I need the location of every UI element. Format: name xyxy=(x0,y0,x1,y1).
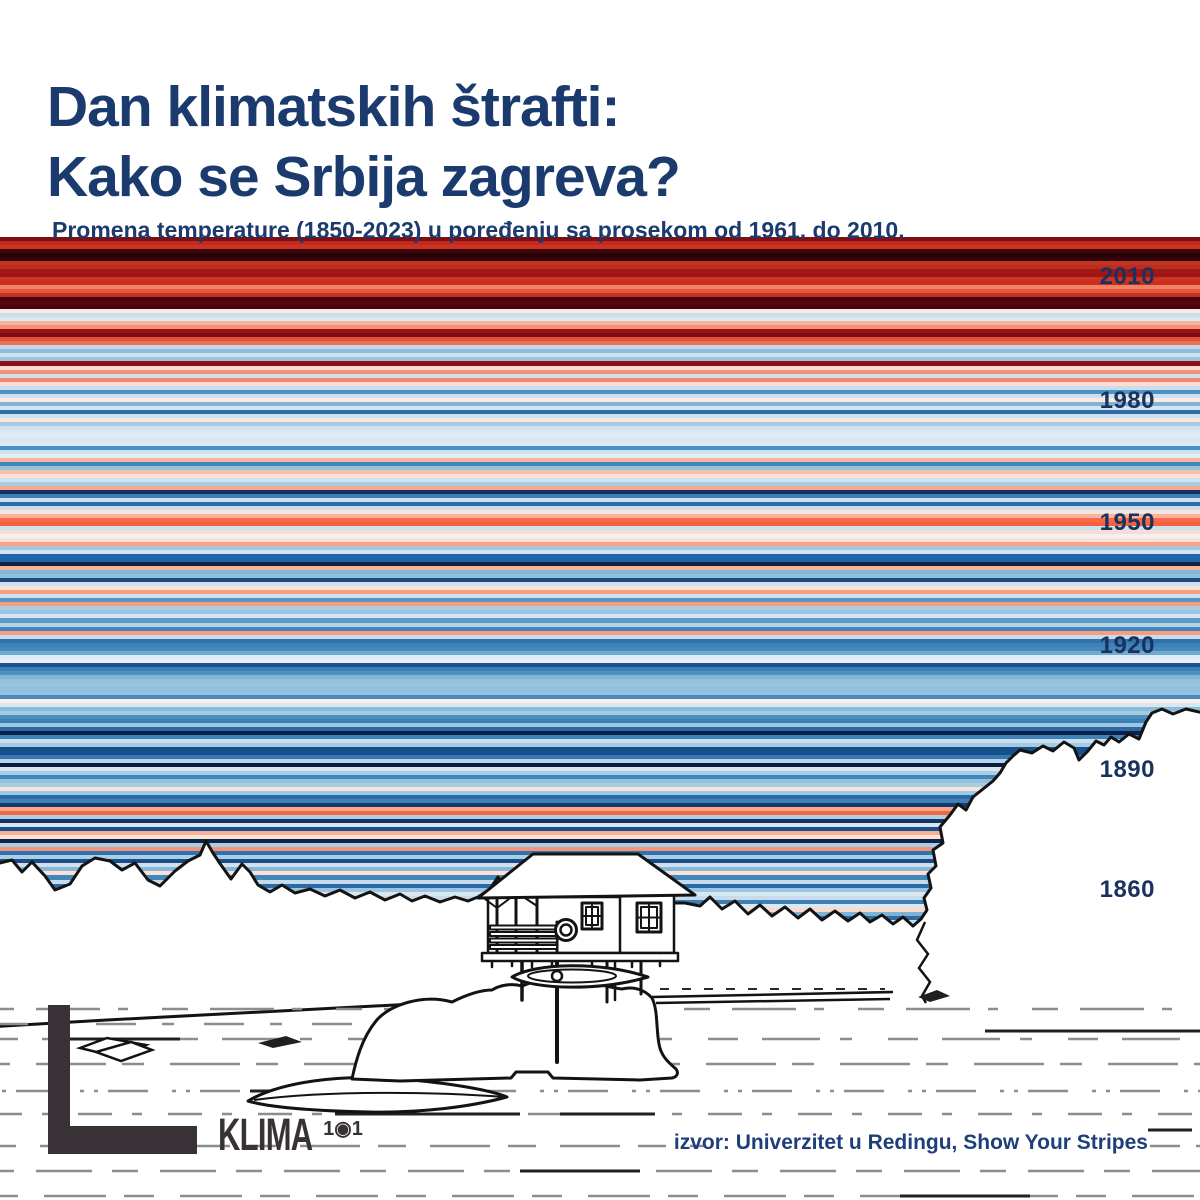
chart-subtitle: Promena temperature (1850-2023) u poređenju sa prosekom od 1961. do 2010. xyxy=(52,217,905,243)
source-credit: izvor: Univerzitet u Redingu, Show Your Stripes xyxy=(673,1131,1148,1154)
house-window-left xyxy=(582,903,602,929)
year-label-1860: 1860 xyxy=(1099,876,1155,903)
year-label-1890: 1890 xyxy=(1099,756,1155,783)
title-line-1: Dan klimatskih štrafti: xyxy=(47,75,620,140)
year-label-1920: 1920 xyxy=(1099,632,1155,659)
logo-text-klima: KLIMA xyxy=(218,1109,313,1161)
house-roof xyxy=(478,854,695,898)
kayak-hub xyxy=(552,971,562,981)
porthole-window xyxy=(556,920,577,941)
house-window-right xyxy=(637,903,661,932)
year-label-2010: 2010 xyxy=(1099,263,1155,290)
year-label-1950: 1950 xyxy=(1099,509,1155,536)
page-title xyxy=(47,72,680,212)
title-line-2: Kako se Srbija zagreva? xyxy=(47,145,680,210)
year-label-1980: 1980 xyxy=(1099,387,1155,414)
logo-text-101: 1◉1 xyxy=(323,1118,363,1140)
house-platform xyxy=(482,953,678,961)
